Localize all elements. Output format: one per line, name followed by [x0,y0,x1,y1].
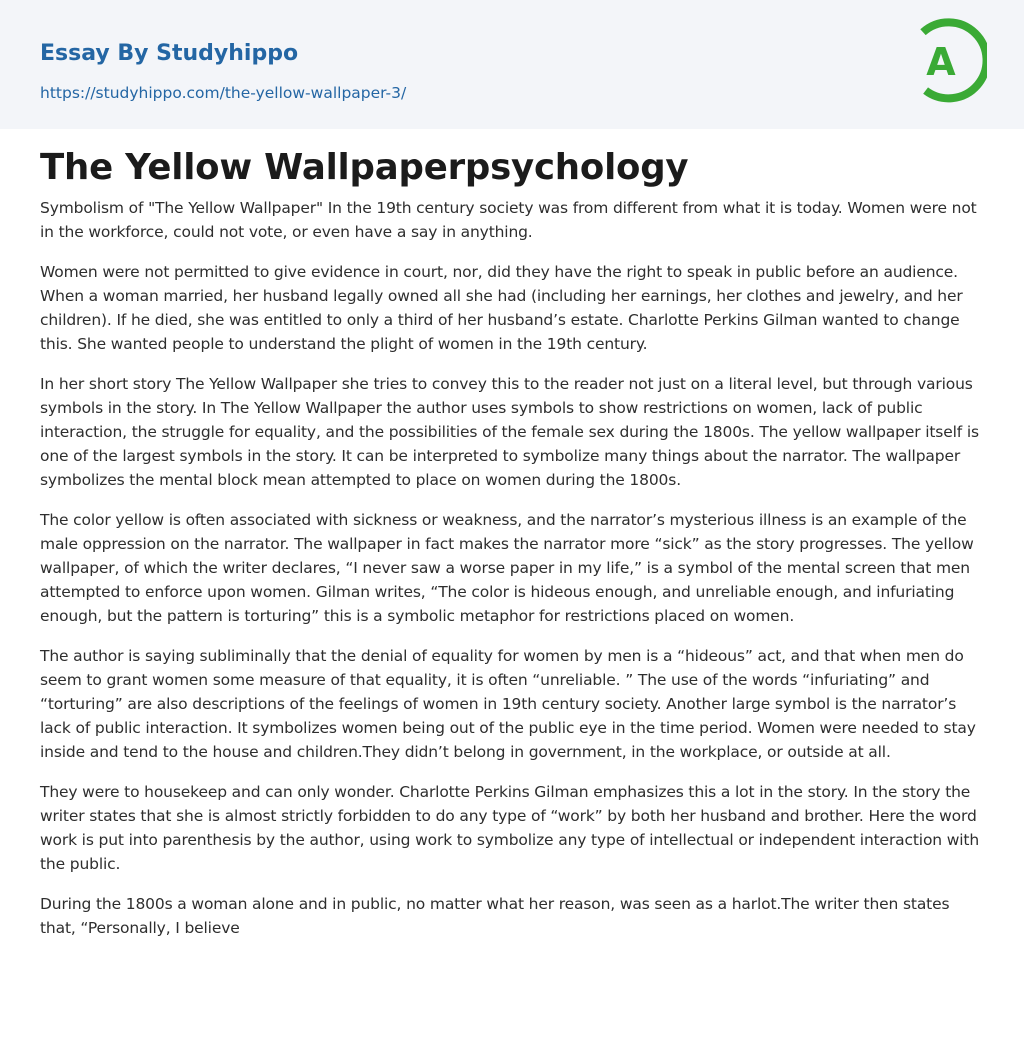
article-paragraph: The color yellow is often associated with sickness or weakness, and the narrator’s mysterious illness is an example of the male oppression on the narrator. The wallpaper in fact makes the narrator more “sick” as the story progresses. The yellow wallpaper, of which the writer declares, “I never saw a worse paper in my life,” is a symbol of the mental screen that men attempted to enforce upon women. Gilman writes, “The color is hideous enough, and unreliable enough, and infuriating enough, but the pattern is torturing” this is a symbolic metaphor for restrictions placed on women. [40,511,974,625]
article-paragraph: The author is saying subliminally that the denial of equality for women by men is a “hideous” act, and that when men do seem to grant women some measure of that equality, it is often “unreliable. ” The use of the words “infuriating” and “torturing” are also descriptions of the feelings of women in 19th century society. Another large symbol is the narrator’s lack of public interaction. It symbolizes women being out of the public eye in the time period. Women were needed to stay inside and tend to the house and children.They didn’t belong in government, in the workplace, or outside at all. [40,647,976,761]
site-header [0,0,1024,129]
essay-url-link[interactable]: https://studyhippo.com/the-yellow-wallpaper-3/ [40,84,407,102]
article-paragraph: Women were not permitted to give evidence in court, nor, did they have the right to speak in public before an audience. When a woman married, her husband legally owned all she had (including her earnings, her clothes and jewelry, and her children). If he died, she was entitled to only a third of her husband’s estate. Charlotte Perkins Gilman wanted to change this. She wanted people to understand the plight of women in the 19th century. [40,263,963,353]
article-paragraph: Symbolism of "The Yellow Wallpaper" In the 19th century society was from different from what it is today. Women were not in the workforce, could not vote, or even have a say in anything. [40,199,977,241]
site-brand[interactable]: Essay By Studyhippo [40,41,299,66]
article-title: The Yellow Wallpaperpsychology [40,147,689,188]
article-paragraph: They were to housekeep and can only wonder. Charlotte Perkins Gilman emphasizes this a lot in the story. In the story the writer states that she is almost strictly forbidden to do any type of “work” by both her husband and brother. Here the word work is put into parenthesis by the author, using work to symbolize any type of intellectual or independent interaction with the public. [40,783,980,873]
article [40,145,986,956]
logo-letter: A [926,40,956,84]
article-paragraph: During the 1800s a woman alone and in public, no matter what her reason, was seen as a harlot.The writer then states that, “Personally, I believe [40,895,950,937]
article-paragraph: In her short story The Yellow Wallpaper she tries to convey this to the reader not just on a literal level, but through various symbols in the story. In The Yellow Wallpaper the author uses symbols to show restrictions on women, lack of public interaction, the struggle for equality, and the possibilities of the female sex during the 1800s. The yellow wallpaper itself is one of the largest symbols in the story. It can be interpreted to symbolize many things about the narrator. The wallpaper symbolizes the mental block mean attempted to place on women during the 1800s. [40,375,979,489]
studyhippo-logo-icon[interactable] [913,18,987,106]
